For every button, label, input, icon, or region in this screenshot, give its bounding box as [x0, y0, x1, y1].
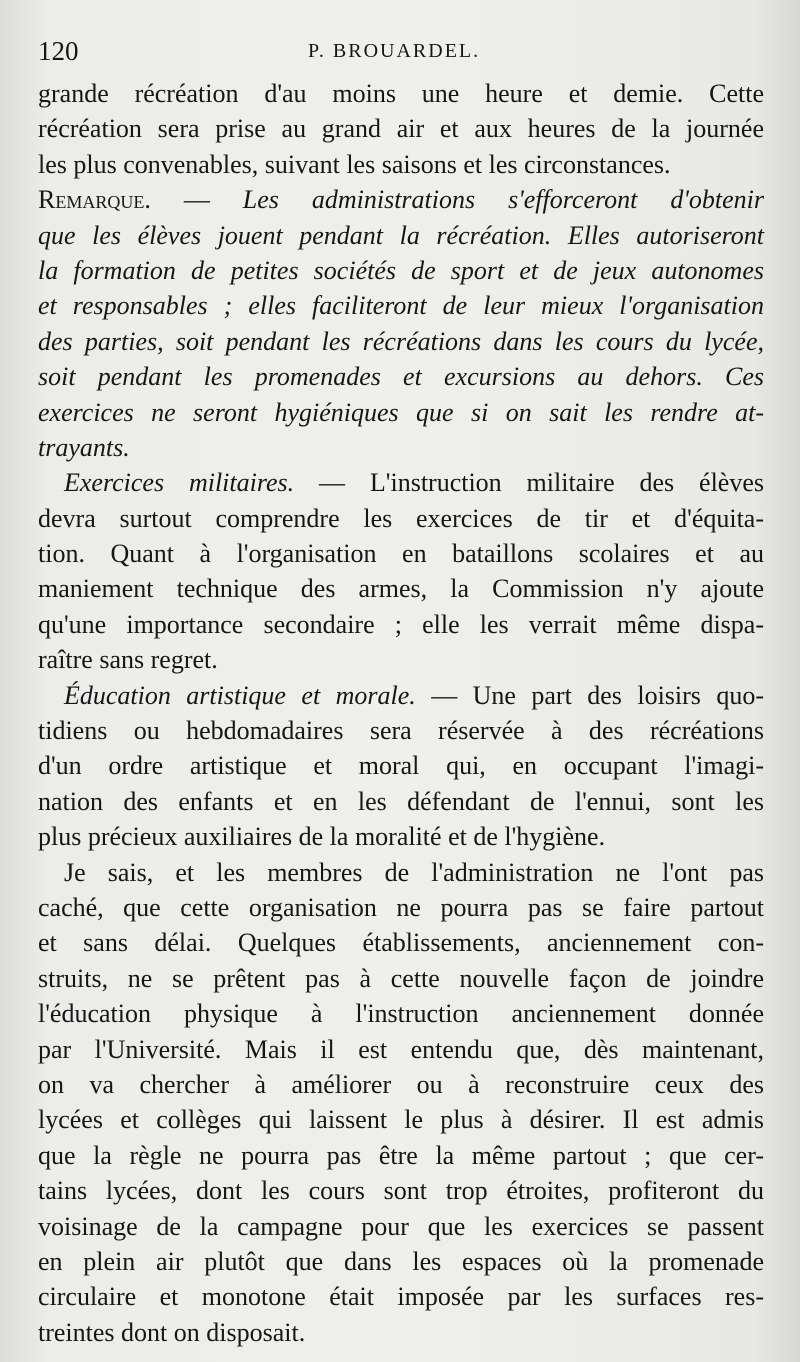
text-line: maniement technique des armes, la Commission n'y ajoute: [38, 574, 764, 604]
text-line: exercices ne seront hygiéniques que si on sait les rendre at-: [38, 397, 764, 427]
text-line: struits, ne se prêtent pas à cette nouvelle façon de joindre: [38, 963, 764, 993]
text-line: plus précieux auxiliaires de la moralité et de l'hygiène.: [38, 822, 606, 852]
text-line: qu'une importance secondaire ; elle les verrait même dispa-: [38, 609, 764, 639]
text-line: d'un ordre artistique et moral qui, en occupant l'imagi-: [38, 751, 764, 781]
text-line: des parties, soit pendant les récréations dans les cours du lycée,: [38, 326, 764, 356]
line-text: Les administrations s'efforceront d'obtenir: [242, 185, 764, 215]
text-line: tion. Quant à l'organisation en bataillons scolaires et au: [38, 539, 764, 569]
text-line: devra surtout comprendre les exercices de tir et d'équita-: [38, 503, 764, 533]
text-line: voisinage de la campagne pour que les exercices se passent: [38, 1211, 764, 1241]
text-line: la formation de petites sociétés de sport et de jeux autonomes: [38, 255, 764, 285]
line-text: Une part des loisirs quo-: [472, 680, 764, 710]
text-line: grande récréation d'au moins une heure et demie. Cette: [38, 79, 764, 108]
text-line: nation des enfants et en les défendant de l'ennui, sont les: [38, 786, 764, 816]
page-header: [38, 36, 764, 76]
text-line: soit pendant les promenades et excursions au dehors. Ces: [38, 362, 764, 392]
text-line: tains lycées, dont les cours sont trop étroites, profiteront du: [38, 1176, 764, 1206]
text-line: caché, que cette organisation ne pourra pas se faire partout: [38, 892, 764, 922]
text-line: que les élèves jouent pendant la récréation. Elles autoriseront: [38, 220, 764, 250]
text-line: et sans délai. Quelques établissements, anciennement con-: [38, 928, 764, 958]
paragraph-remarque: [38, 182, 764, 465]
paragraph-education-artistique: [38, 678, 764, 855]
paragraph-label: Remarque.: [38, 185, 151, 215]
text-line: en plein air plutôt que dans les espaces où la promenade: [38, 1246, 764, 1276]
line-text: L'instruction militaire des élèves: [369, 468, 764, 498]
paragraph: [38, 76, 764, 182]
text-line: l'éducation physique à l'instruction anciennement donnée: [38, 999, 764, 1029]
text-line: circulaire et monotone était imposée par les surfaces res-: [38, 1282, 764, 1312]
text-line: raître sans regret.: [38, 645, 218, 675]
page-body: [38, 76, 764, 1350]
text-line: par l'Université. Mais il est entendu que, dès maintenant,: [38, 1034, 764, 1064]
text-line: que la règle ne pourra pas être la même partout ; que cer-: [38, 1140, 764, 1170]
paragraph-label: Exercices militaires.: [64, 468, 295, 498]
paragraph-label: Éducation artistique et morale.: [64, 680, 416, 710]
text-line: treintes dont on disposait.: [38, 1317, 306, 1347]
em-dash: —: [294, 468, 370, 498]
paragraph-exercices-militaires: [38, 465, 764, 677]
text-line: [38, 182, 764, 217]
text-line: Je sais, et les membres de l'administration ne l'ont pas: [64, 857, 764, 887]
text-line: lycées et collèges qui laissent le plus à désirer. Il est admis: [38, 1105, 764, 1135]
text-line: [38, 678, 764, 713]
text-line: on va chercher à améliorer ou à reconstruire ceux des: [38, 1069, 764, 1099]
paragraph: [38, 855, 764, 1350]
text-line: récréation sera prise au grand air et aux heures de la journée: [38, 114, 764, 144]
running-head: P. BROUARDEL.: [308, 40, 481, 62]
page-number: 120: [38, 36, 79, 66]
text-line: tidiens ou hebdomadaires sera réservée à des récréations: [38, 716, 764, 746]
em-dash: —: [415, 680, 473, 710]
text-line: [38, 465, 764, 500]
em-dash: —: [150, 185, 243, 215]
text-line: les plus convenables, suivant les saisons et les circonstances.: [38, 149, 671, 179]
text-line: et responsables ; elles faciliteront de leur mieux l'organisation: [38, 291, 764, 321]
text-line: trayants.: [38, 432, 130, 462]
